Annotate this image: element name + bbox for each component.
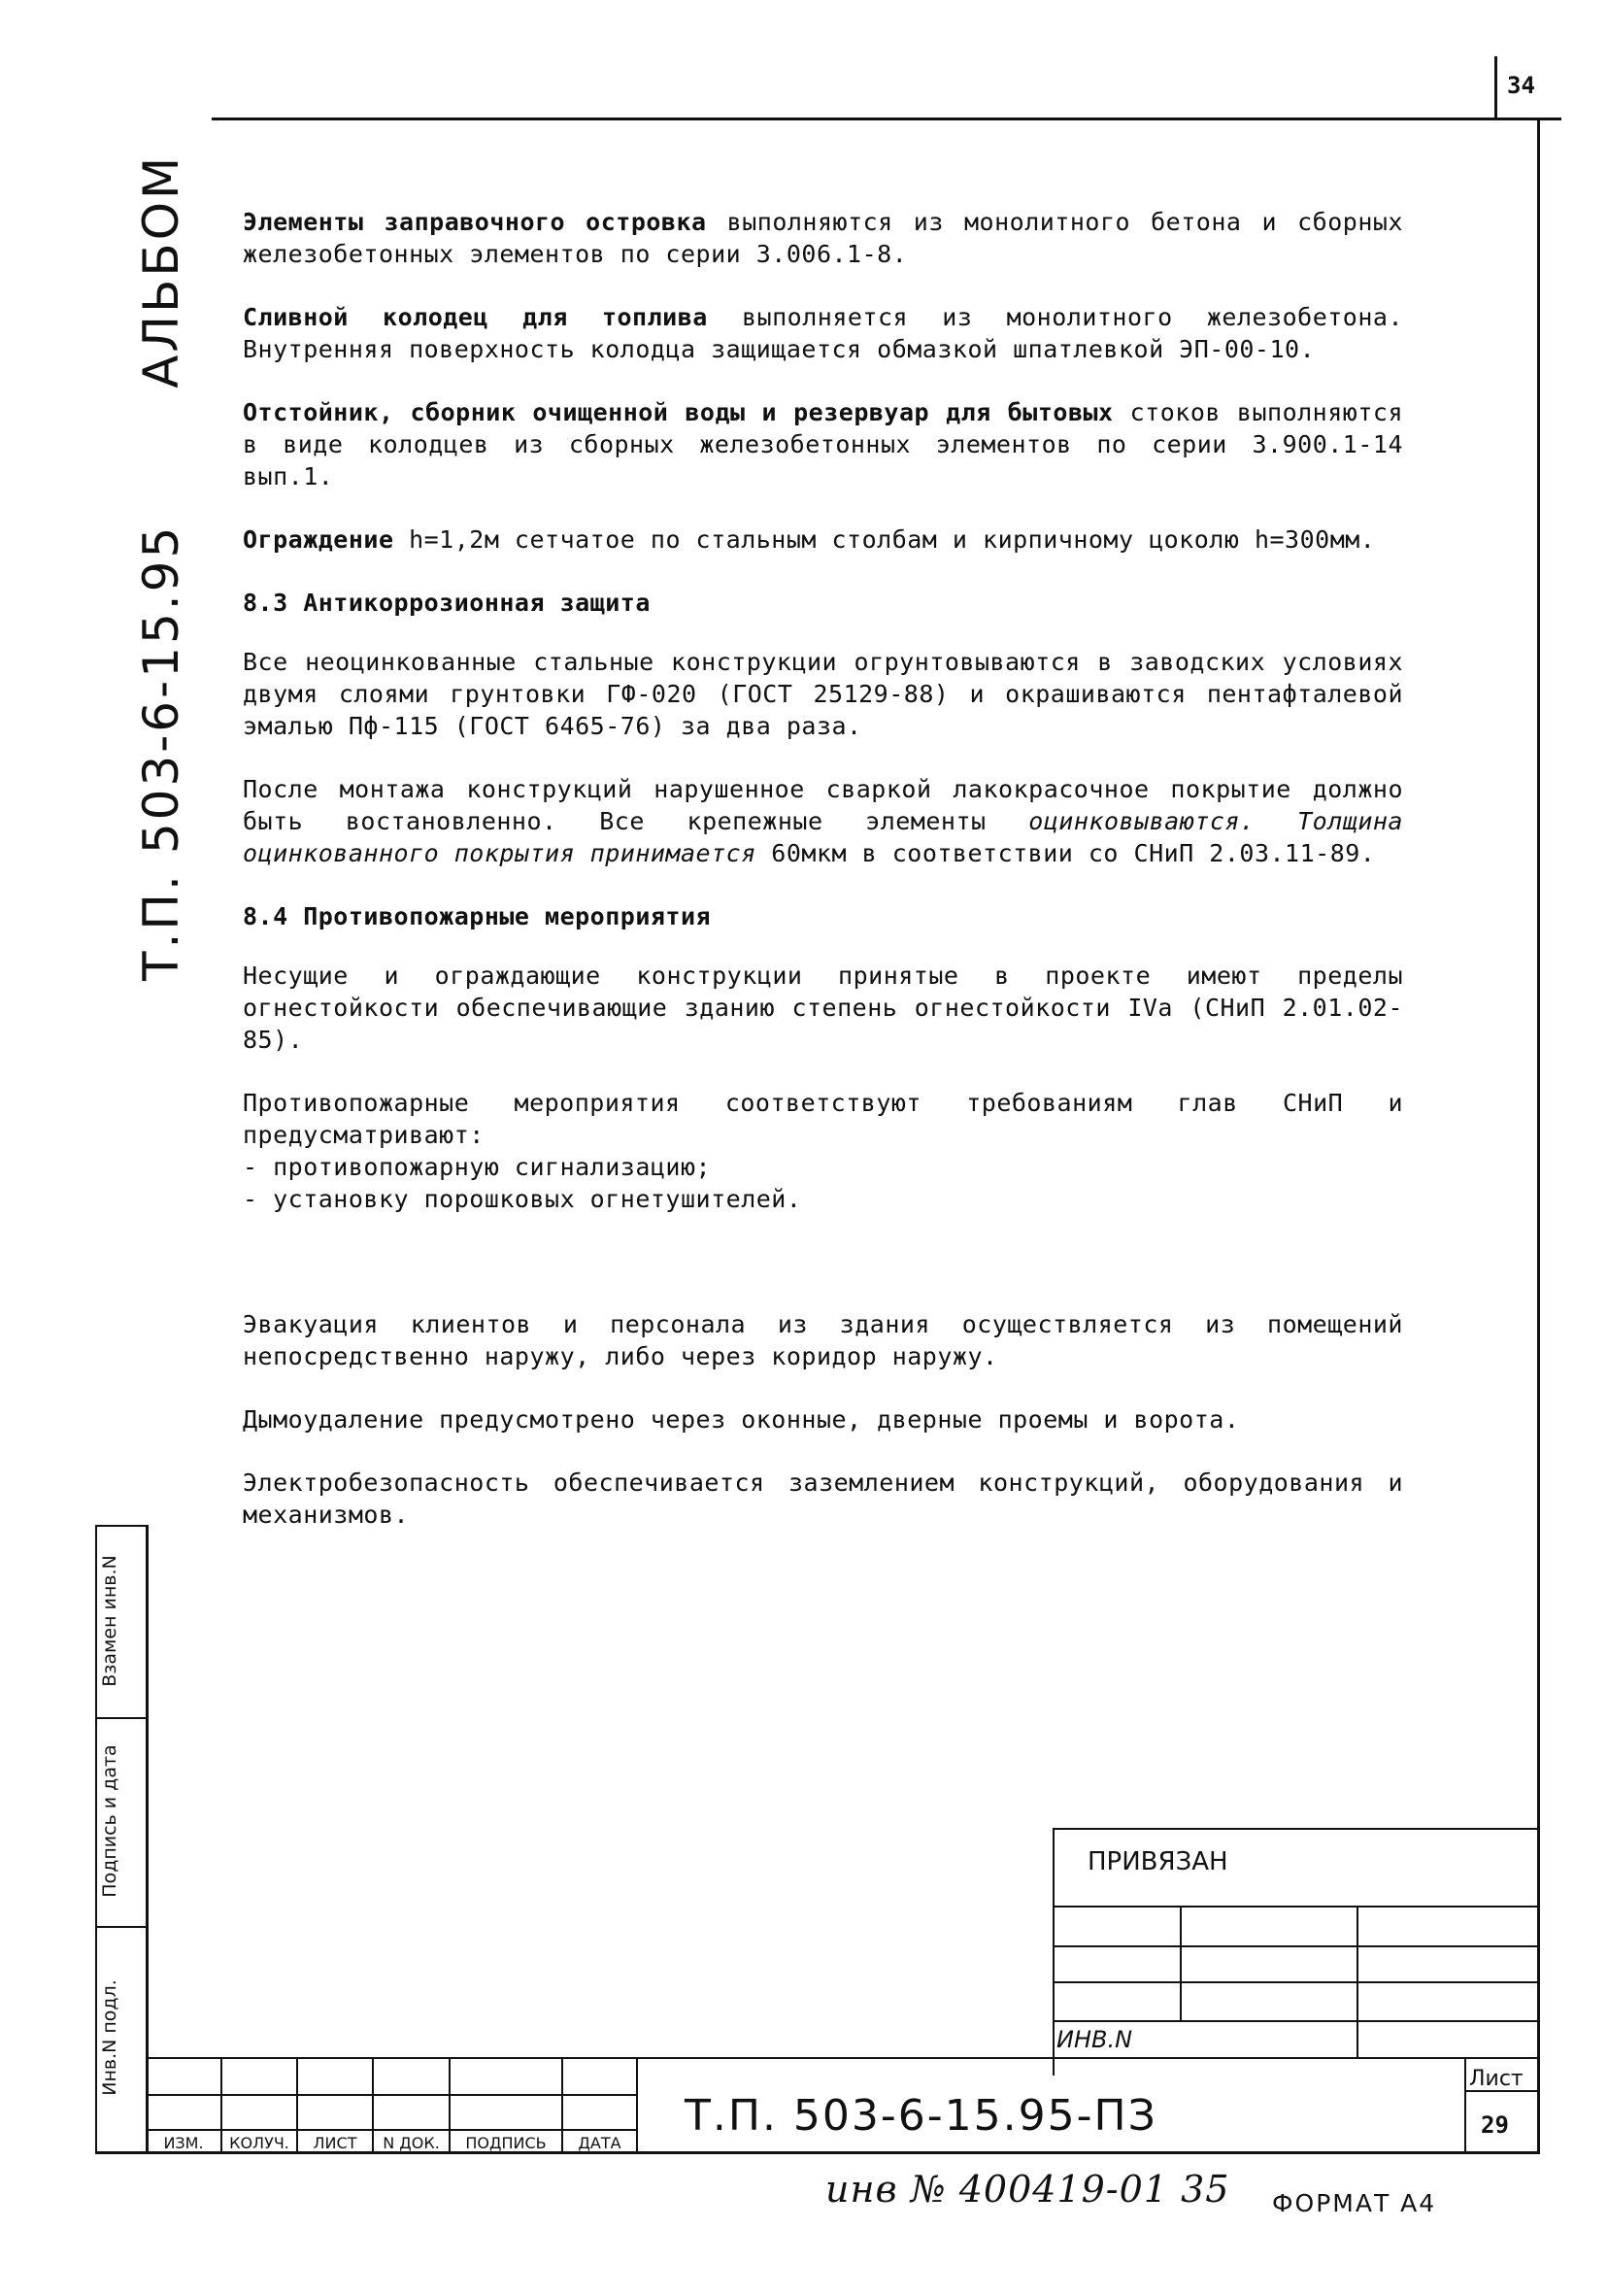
stamp-row2 [1053,1945,1540,1947]
sheet-col [1464,2057,1466,2152]
stamp-row3 [1053,1981,1540,1983]
top-border [212,118,1561,120]
format-label: ФОРМАТ А4 [1272,2189,1437,2217]
stamp-row1 [1053,1906,1540,1908]
paragraph-evakuaciya: Эвакуация клиентов и персонала из здания осуществляется из помещений непосредственно наружу, либо через коридор наружу. [243,1310,1403,1370]
paragraph-meropriyatiya: Противопожарные мероприятия соответствуют требованиям глав СНиП и предусматривают: [243,1089,1403,1149]
paragraph-dymoudalenie: Дымоудаление предусмотрено через оконные, дверные проемы и ворота. [243,1405,1240,1434]
privyazan-label: ПРИВЯЗАН [1088,1847,1228,1876]
inv-n-label: ИНВ.N [1056,2026,1133,2053]
list-item: - противопожарную сигнализацию; [243,1153,712,1181]
col-data: ДАТА [578,2134,621,2152]
term-slivnoy: Сливной колодец для топлива [243,303,708,331]
paragraph-elektrobezopasnost: Электробезопасность обеспечивается заземлением конструкций, оборудования и механизмов. [243,1469,1403,1529]
sheet-label: Лист [1469,2067,1524,2091]
col-n-dok: N ДОК. [383,2134,440,2152]
stamp-top [1053,1828,1540,1830]
title-block-top [146,2057,1540,2059]
term-otstoynik: Отстойник, сборник очищенной воды и резервуар для бытовых [243,398,1114,426]
side-document-code: Т.П. 503-6-15.95АЛЬБОМ [133,153,189,981]
left-border-inner [95,1525,97,2153]
italic-ocinkovka: оцинковываются. Толщина оцинкованного покрытия принимается [243,807,1403,867]
page-number: 34 [1507,72,1535,99]
paragraph-ognestoykost: Несущие и ограждающие конструкции принятые в проекте имеют пределы огнестойкости обеспечивающие зданию степень огнестойкости IVa (СНиП 2.01.02-85). [243,962,1403,1054]
stamp-outer-left [1053,1828,1055,2076]
col-podpis: ПОДПИСЬ [465,2134,547,2152]
list-item: - установку порошковых огнетушителей. [243,1185,802,1213]
col-izm: ИЗМ. [163,2134,204,2152]
term-ograzhdenie: Ограждение [243,525,394,554]
page-number-divider [1494,56,1497,120]
handwritten-inventory-note: инв № 400419-01 35 [825,2168,1230,2211]
side-field-top [95,1525,148,1527]
paragraph-montazh: После монтажа конструкций нарушенное сваркой лакокрасочное покрытие должно быть востановленно. Все крепежные элементы оцинковываются. Толщина оцинкованного покрытия принимается 60мкм в соответствии со СНиП 2.03.11-89. [243,775,1403,867]
heading-8-3: 8.3 Антикоррозионная защита [243,589,651,617]
rev-col-6 [636,2057,638,2152]
measures-list [243,1151,1403,1215]
col-list: ЛИСТ [313,2134,357,2152]
paragraph-otstoynik: Отстойник, сборник очищенной воды и резервуар для бытовых стоков выполняются в виде колодцев из сборных железобетонных элементов по серии 3.900.1-14 вып.1. [243,398,1403,490]
stamp-col2 [1357,1906,1358,2059]
right-border [1537,118,1540,2153]
side-field-inv-podl: Инв.N подл. [99,1979,120,2096]
title-document-code: Т.П. 503-6-15.95-ПЗ [685,2091,1157,2141]
paragraph-korroziya: Все неоцинкованные стальные конструкции огрунтовываются в заводских условиях двумя слоями грунтовки ГФ-020 (ГОСТ 25129-88) и окрашиваются пентафталевой эмалью Пф-115 (ГОСТ 6465-76) за два раза. [243,648,1403,740]
heading-8-4: 8.4 Противопожарные мероприятия [243,902,712,930]
col-koluch: КОЛУЧ. [229,2134,289,2152]
side-field-inv-zam: Взамен инв.N [99,1555,120,1687]
stamp-col1 [1180,1906,1182,2020]
sheet-number: 29 [1481,2111,1509,2139]
main-text [243,206,1403,1562]
paragraph-slivnoy: Сливной колодец для топлива выполняется из монолитного железобетона. Внутренняя поверхность колодца защищается обмазкой шпатлевкой ЭП-00-10. [243,303,1404,363]
paragraph-zapravochny: Элементы заправочного островка выполняются из монолитного бетона и сборных железобетонных элементов по серии 3.006.1-8. [243,208,1403,268]
paragraph-ograzhdenie: Ограждение h=1,2м сетчатое по стальным столбам и кирпичному цоколю h=300мм. [243,525,1376,554]
side-field-podpis-data: Подпись и дата [99,1744,120,1898]
stamp-row4 [1053,2020,1540,2022]
term-zapravochny: Элементы заправочного островка [243,208,707,236]
